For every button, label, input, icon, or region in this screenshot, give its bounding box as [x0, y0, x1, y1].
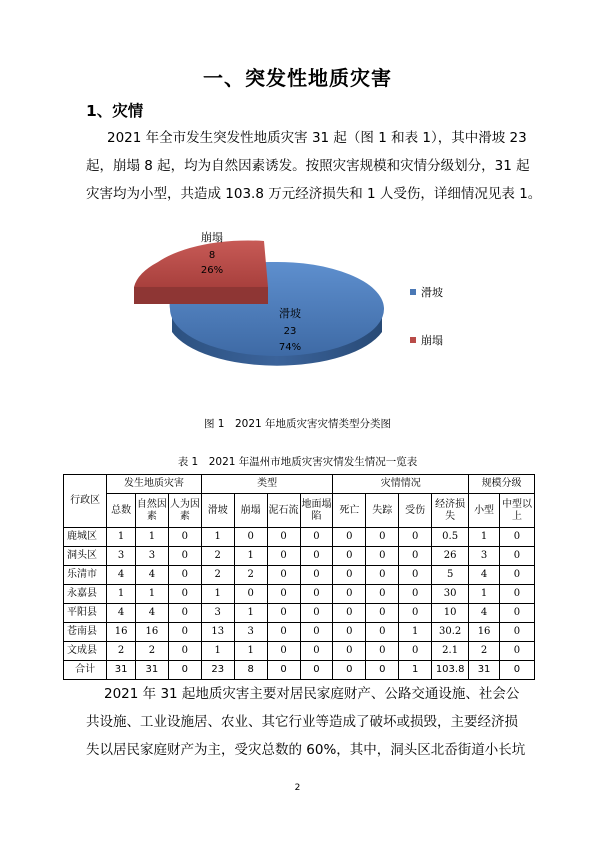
table-row — [64, 604, 535, 623]
table-cell: 30.2 — [432, 623, 469, 642]
label-bengta-value: 8 — [208, 250, 216, 261]
table-cell: 1 — [201, 585, 234, 604]
label-huapo-percent: 74% — [278, 342, 302, 353]
table-cell-region: 鹿城区 — [64, 528, 107, 547]
table-cell: 4 — [107, 604, 136, 623]
table-cell: 3 — [469, 547, 500, 566]
table-cell: 0 — [300, 623, 333, 642]
table-cell: 0 — [234, 585, 267, 604]
table-cell: 4 — [469, 566, 500, 585]
table-cell: 1 — [107, 585, 136, 604]
table-cell: 1 — [107, 528, 136, 547]
table-cell: 2 — [469, 642, 500, 661]
intro-line-2: 起，崩塌 8 起，均为自然因素诱发。按照灾害规模和灾情分级划分，31 起 — [86, 158, 530, 174]
legend-swatch-bengta — [410, 337, 416, 343]
table-cell: 1 — [234, 642, 267, 661]
table-cell: 4 — [135, 604, 168, 623]
table-cell-region: 文成县 — [64, 642, 107, 661]
table-cell: 0 — [333, 604, 366, 623]
table-cell: 1 — [135, 528, 168, 547]
header-group-scale: 规模分级 — [469, 475, 535, 494]
table-cell: 0 — [168, 585, 201, 604]
table-cell-region: 乐清市 — [64, 566, 107, 585]
table-cell: 0 — [499, 604, 534, 623]
table-cell: 1 — [234, 604, 267, 623]
table-cell: 31 — [469, 661, 500, 680]
table-cell: 0 — [499, 642, 534, 661]
legend-label-huapo: 滑坡 — [421, 286, 443, 299]
table-cell: 3 — [234, 623, 267, 642]
table-cell: 1 — [201, 528, 234, 547]
intro-line-3: 灾害均为小型，共造成 103.8 万元经济损失和 1 人受伤，详细情况见表 1。 — [86, 186, 542, 202]
table-cell: 0 — [300, 528, 333, 547]
subsection-heading: 1、灾情 — [86, 102, 144, 120]
table-cell: 0 — [499, 547, 534, 566]
table-cell: 103.8 — [432, 661, 469, 680]
table-cell: 0 — [300, 604, 333, 623]
table-cell-region: 苍南县 — [64, 623, 107, 642]
header-death: 死亡 — [333, 494, 366, 528]
table-cell: 26 — [432, 547, 469, 566]
table-cell: 2 — [234, 566, 267, 585]
table-cell: 2.1 — [432, 642, 469, 661]
legend-swatch-huapo — [410, 289, 416, 295]
header-small: 小型 — [469, 494, 500, 528]
table-total-row — [64, 661, 535, 680]
table-cell: 3 — [135, 547, 168, 566]
table-cell: 0 — [168, 642, 201, 661]
pie-slice-bengta — [134, 240, 268, 287]
table-cell: 0 — [499, 528, 534, 547]
table-cell: 0 — [366, 585, 399, 604]
header-collapse: 崩塌 — [234, 494, 267, 528]
table-cell: 0 — [267, 547, 300, 566]
table-cell: 0 — [399, 528, 432, 547]
table-cell: 10 — [432, 604, 469, 623]
table-cell: 3 — [201, 604, 234, 623]
table-row — [64, 623, 535, 642]
table-cell: 3 — [107, 547, 136, 566]
table-cell: 0 — [300, 585, 333, 604]
table-cell: 0 — [366, 623, 399, 642]
outro-line-3: 失以居民家庭财产为主，受灾总数的 60%，其中，洞头区北岙街道小长坑 — [86, 742, 526, 758]
table-cell: 0 — [366, 604, 399, 623]
section-heading: 一、突发性地质灾害 — [203, 66, 392, 90]
disaster-table — [63, 474, 535, 680]
table-cell: 1 — [234, 547, 267, 566]
intro-line-1: 2021 年全市发生突发性地质灾害 31 起（图 1 和表 1），其中滑坡 23 — [107, 130, 527, 146]
table-cell: 4 — [107, 566, 136, 585]
table-cell: 0 — [399, 604, 432, 623]
table-row — [64, 547, 535, 566]
table-cell: 0 — [333, 585, 366, 604]
table-caption: 表 1 2021 年温州市地质灾害灾情发生情况一览表 — [177, 456, 418, 468]
table-cell: 0 — [168, 566, 201, 585]
table-cell: 1 — [399, 623, 432, 642]
table-cell: 0 — [168, 547, 201, 566]
table-cell: 8 — [234, 661, 267, 680]
header-subsidence: 地面塌陷 — [300, 494, 333, 528]
header-debris-flow: 泥石流 — [267, 494, 300, 528]
table-cell: 0 — [399, 585, 432, 604]
table-cell: 0 — [267, 604, 300, 623]
table-cell: 30 — [432, 585, 469, 604]
table-cell: 16 — [107, 623, 136, 642]
table-cell: 0 — [267, 642, 300, 661]
label-huapo-name: 滑坡 — [279, 307, 301, 320]
table-cell: 16 — [135, 623, 168, 642]
table-cell: 0 — [399, 642, 432, 661]
table-cell: 1 — [399, 661, 432, 680]
table-cell: 4 — [469, 604, 500, 623]
header-human: 人为因素 — [168, 494, 201, 528]
label-huapo-value: 23 — [283, 326, 297, 337]
table-cell: 0 — [234, 528, 267, 547]
table-cell: 0 — [366, 566, 399, 585]
table-cell: 0 — [267, 623, 300, 642]
table-cell: 2 — [135, 642, 168, 661]
table-cell: 2 — [201, 547, 234, 566]
table-cell: 13 — [201, 623, 234, 642]
figure-caption: 图 1 2021 年地质灾害灾情类型分类图 — [203, 418, 392, 430]
table-cell: 2 — [201, 566, 234, 585]
table-cell-region: 永嘉县 — [64, 585, 107, 604]
table-cell: 0 — [300, 661, 333, 680]
table-cell: 0 — [333, 642, 366, 661]
header-missing: 失踪 — [366, 494, 399, 528]
header-injured: 受伤 — [399, 494, 432, 528]
label-bengta-name: 崩塌 — [201, 231, 223, 244]
outro-line-1: 2021 年 31 起地质灾害主要对居民家庭财产、公路交通设施、社会公 — [104, 686, 520, 702]
table-cell-region: 合计 — [64, 661, 107, 680]
table-row — [64, 528, 535, 547]
header-medium-plus: 中型以上 — [499, 494, 534, 528]
table-cell: 1 — [469, 585, 500, 604]
header-economic-loss: 经济损失 — [432, 494, 469, 528]
page-number: 2 — [294, 783, 301, 793]
table-cell: 1 — [201, 642, 234, 661]
table-cell: 0 — [300, 642, 333, 661]
table-cell: 31 — [135, 661, 168, 680]
table-cell: 0 — [366, 642, 399, 661]
header-landslide: 滑坡 — [201, 494, 234, 528]
table-cell: 0 — [499, 623, 534, 642]
slice-side-bengta-visible — [134, 287, 268, 304]
table-row — [64, 585, 535, 604]
header-total: 总数 — [107, 494, 136, 528]
table-sub-header-row — [64, 494, 535, 528]
table-cell: 4 — [135, 566, 168, 585]
table-cell: 0 — [333, 566, 366, 585]
table-cell: 0 — [267, 566, 300, 585]
header-natural: 自然因素 — [135, 494, 168, 528]
table-cell: 0 — [366, 661, 399, 680]
table-cell: 0 — [168, 604, 201, 623]
table-row — [64, 566, 535, 585]
table-cell: 1 — [135, 585, 168, 604]
table-cell: 0 — [168, 661, 201, 680]
table-cell: 0 — [267, 661, 300, 680]
outro-line-2: 共设施、工业设施居、农业、其它行业等造成了破坏或损毁，主要经济损 — [86, 714, 518, 730]
table-cell: 2 — [107, 642, 136, 661]
label-bengta-percent: 26% — [200, 265, 224, 276]
table-cell: 0 — [300, 547, 333, 566]
table-cell: 0 — [168, 623, 201, 642]
table-group-header-row — [64, 475, 535, 494]
table-cell: 0 — [333, 661, 366, 680]
table-cell-region: 洞头区 — [64, 547, 107, 566]
table-cell: 0 — [300, 566, 333, 585]
table-cell: 0 — [333, 528, 366, 547]
header-group-damage: 灾情情况 — [333, 475, 469, 494]
table-cell: 0 — [333, 547, 366, 566]
table-cell: 0 — [366, 547, 399, 566]
table-cell: 1 — [469, 528, 500, 547]
table-cell-region: 平阳县 — [64, 604, 107, 623]
table-cell: 31 — [107, 661, 136, 680]
table-cell: 5 — [432, 566, 469, 585]
header-region: 行政区 — [64, 475, 107, 528]
table-cell: 0 — [267, 585, 300, 604]
table-cell: 0 — [499, 661, 534, 680]
table-cell: 0 — [267, 528, 300, 547]
header-group-type: 类型 — [201, 475, 333, 494]
table-cell: 0.5 — [432, 528, 469, 547]
table-cell: 0 — [366, 528, 399, 547]
header-group-occurrence: 发生地质灾害 — [107, 475, 202, 494]
table-cell: 0 — [499, 566, 534, 585]
table-cell: 0 — [399, 547, 432, 566]
pie-chart — [0, 210, 595, 400]
legend-label-bengta: 崩塌 — [421, 334, 443, 347]
table-cell: 0 — [399, 566, 432, 585]
table-row — [64, 642, 535, 661]
table-cell: 23 — [201, 661, 234, 680]
table-cell: 16 — [469, 623, 500, 642]
table-cell: 0 — [499, 585, 534, 604]
table-cell: 0 — [168, 528, 201, 547]
table-cell: 0 — [333, 623, 366, 642]
